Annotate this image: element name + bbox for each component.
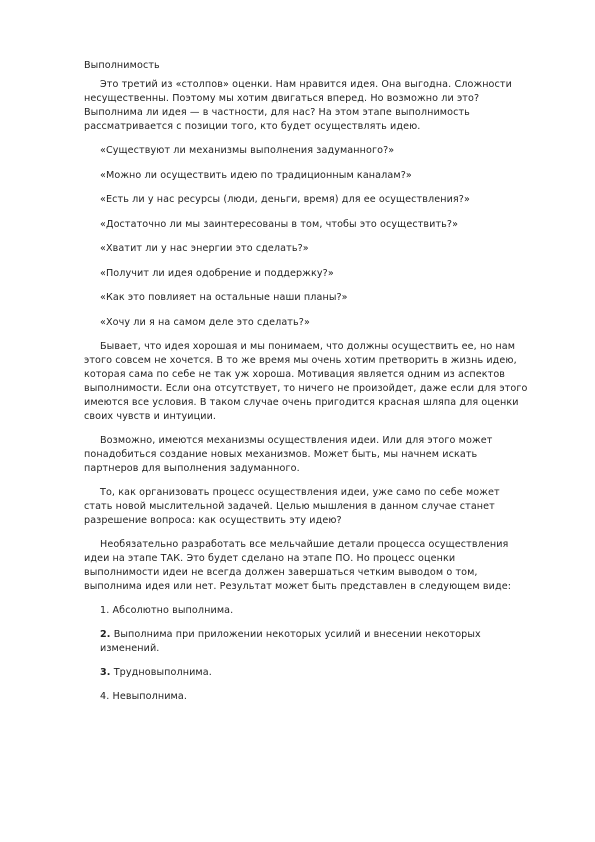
list-text: Невыполнима. — [112, 691, 188, 702]
question-1: «Существуют ли механизмы выполнения задуманного?» — [100, 145, 395, 156]
section-title: Выполнимость — [84, 60, 160, 71]
list-item — [84, 690, 530, 704]
question-3: «Есть ли у нас ресурсы (люди, деньги, время) для ее осуществления?» — [100, 194, 470, 205]
list-text: Трудновыполнима. — [113, 667, 212, 678]
paragraph-process: То, как организовать процесс осуществления идеи, уже само по себе может стать новой мыслительной задачей. Целью мышления в данном случае станет разрешение вопроса: как осуществить эту идею? — [84, 487, 500, 526]
list-item — [84, 604, 530, 618]
list-number: 3. — [100, 667, 111, 678]
question-5: «Хватит ли у нас энергии это сделать?» — [100, 243, 309, 254]
document-content — [84, 59, 530, 714]
question-8: «Хочу ли я на самом деле это сделать?» — [100, 316, 310, 328]
question-2: «Можно ли осуществить идею по традиционным каналам?» — [100, 169, 412, 181]
list-number: 1. — [100, 605, 110, 616]
intro-paragraph: Это третий из «столпов» оценки. Нам нравится идея. Она выгодна. Сложности несущественны. Поэтому мы хотим двигаться вперед. Но возможно ли это? Выполнима ли идея — в частности, для нас? На этом этапе выполнимость рассматривается с позиции того, кто будет осуществлять идею. — [84, 79, 512, 132]
question-4: «Достаточно ли мы заинтересованы в том, чтобы это осуществить?» — [100, 218, 459, 230]
list-number: 2. — [100, 629, 111, 640]
list-text: Выполнима при приложении некоторых усилий и внесении некоторых изменений. — [100, 629, 481, 654]
list-item — [84, 666, 530, 680]
paragraph-result: Необязательно разработать все мельчайшие детали процесса осуществления идеи на этапе ТАК. Это будет сделано на этапе ПО. Но процесс оценки выполнимости идеи не всегда должен завершаться четким выводом о том, выполнима идея или нет. Результат может быть представлен в следующем виде: — [84, 539, 512, 592]
list-number: 4. — [100, 691, 110, 702]
question-6: «Получит ли идея одобрение и поддержку?» — [100, 267, 334, 279]
question-7: «Как это повлияет на остальные наши планы?» — [100, 292, 348, 303]
paragraph-motivation: Бывает, что идея хорошая и мы понимаем, что должны осуществить ее, но нам этого совсем не хочется. В то же время мы очень хотим претворить в жизнь идею, которая сама по себе не так уж хороша. Мотивация является одним из аспектов выполнимости. Если она отсутствует, то ничего не произойдет, даже если для этого имеются все условия. В таком случае очень пригодится красная шляпа для оценки своих чувств и интуиции. — [84, 341, 528, 422]
list-text: Абсолютно выполнима. — [112, 605, 234, 616]
paragraph-mechanisms: Возможно, имеются механизмы осуществления идеи. Или для этого может понадобиться создание новых механизмов. Может быть, мы начнем искать партнеров для выполнения задуманного. — [84, 435, 493, 474]
list-item — [84, 628, 530, 656]
